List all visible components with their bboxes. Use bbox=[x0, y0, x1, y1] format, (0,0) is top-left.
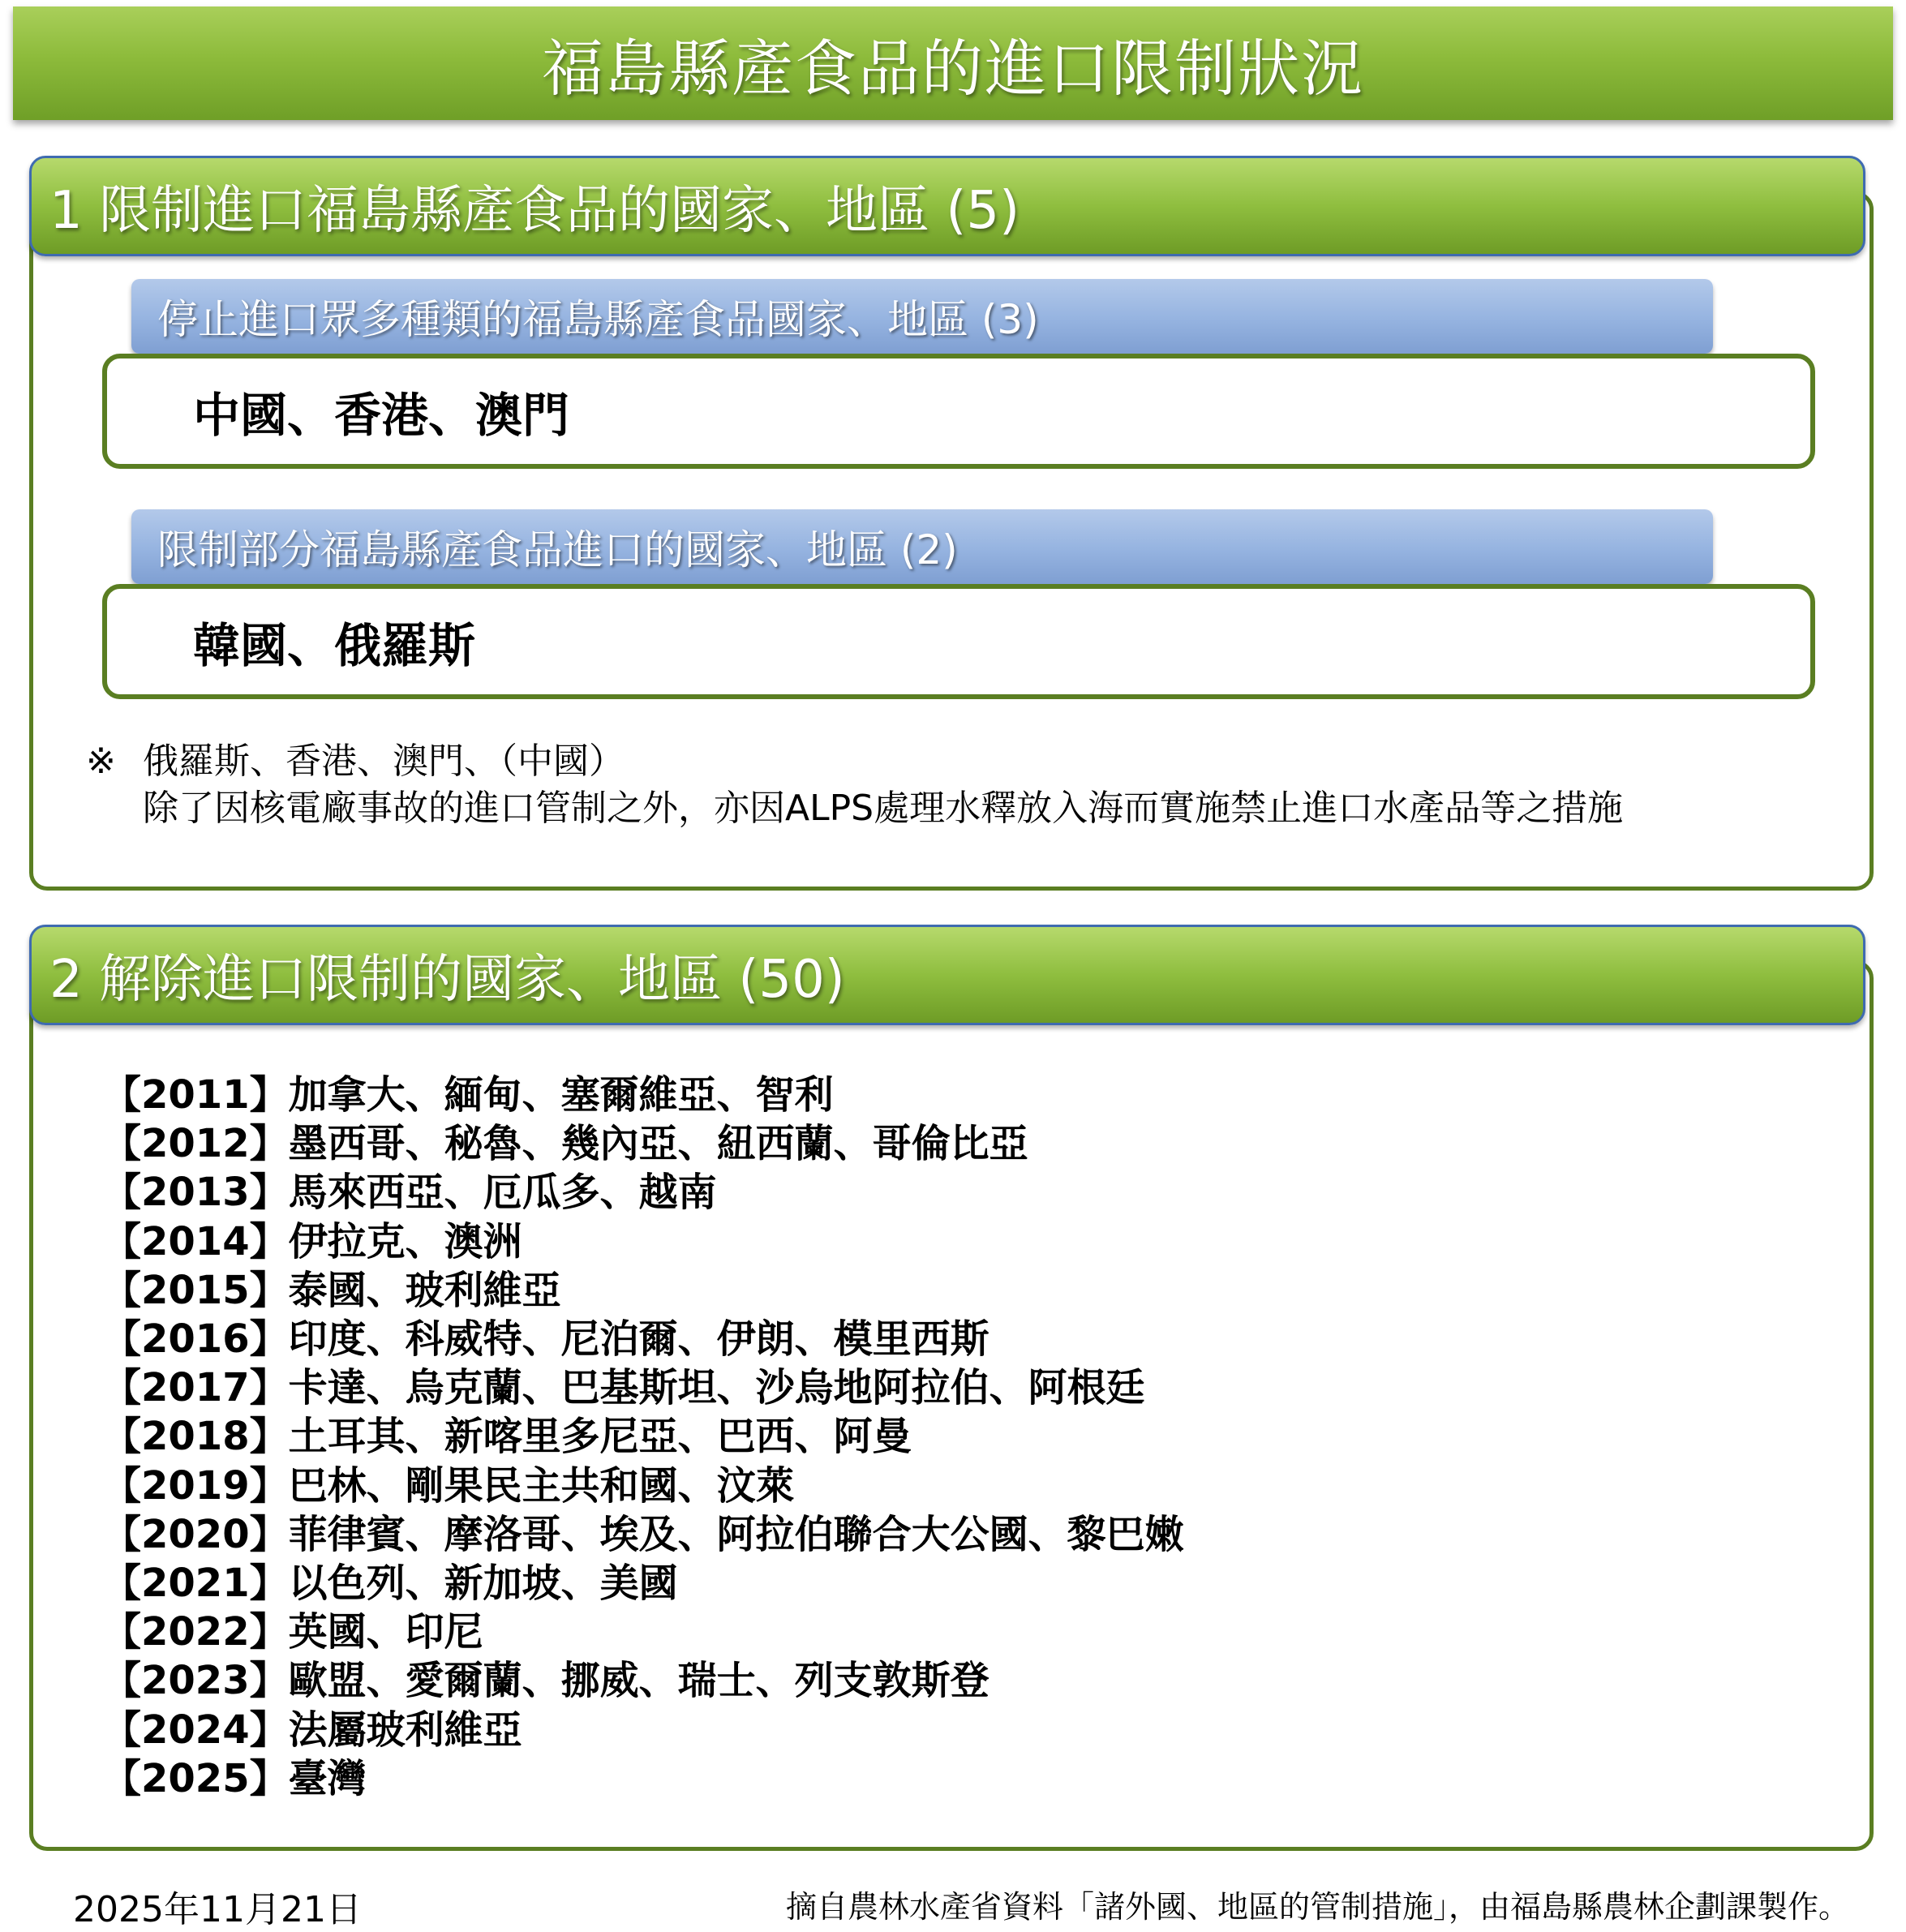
countries-label: 法屬玻利維亞 bbox=[288, 1707, 522, 1753]
section-2-header bbox=[29, 925, 1865, 1025]
group-1-header bbox=[131, 279, 1713, 354]
year-label: 【2023】 bbox=[102, 1658, 289, 1704]
list-item bbox=[102, 1315, 1184, 1363]
note-line-2: 除了因核電廠事故的進口管制之外，亦因ALPS處理水釋放入海而實施禁止進口水產品等之措施 bbox=[143, 788, 1624, 829]
year-label: 【2014】 bbox=[102, 1218, 289, 1264]
countries-label: 菲律賓、摩洛哥、埃及、阿拉伯聯合大公國、黎巴嫩 bbox=[288, 1511, 1184, 1557]
year-label: 【2019】 bbox=[102, 1462, 289, 1509]
note-line-1 bbox=[86, 738, 1623, 785]
year-label: 【2011】 bbox=[102, 1072, 289, 1118]
list-item bbox=[102, 1363, 1184, 1412]
footer-source: 摘自農林水產省資料「諸外國、地區的管制措施」，由福島縣農林企劃課製作。 bbox=[785, 1889, 1849, 1925]
year-label: 【2021】 bbox=[102, 1561, 289, 1607]
countries-label: 土耳其、新喀里多尼亞、巴西、阿曼 bbox=[288, 1414, 912, 1460]
year-label: 【2015】 bbox=[102, 1267, 289, 1313]
countries-label: 加拿大、緬甸、塞爾維亞、智利 bbox=[288, 1072, 834, 1118]
section-1-header bbox=[29, 156, 1865, 256]
group-2-countries: 韓國、俄羅斯 bbox=[193, 618, 476, 673]
list-item bbox=[102, 1608, 1184, 1656]
group-2-header bbox=[131, 509, 1713, 584]
year-label: 【2012】 bbox=[102, 1121, 289, 1167]
note-text-1: 俄羅斯、香港、澳門、（中國） bbox=[143, 741, 625, 782]
year-label: 【2024】 bbox=[102, 1707, 289, 1753]
countries-label: 歐盟、愛爾蘭、挪威、瑞士、列支敦斯登 bbox=[288, 1658, 989, 1704]
countries-label: 卡達、烏克蘭、巴基斯坦、沙烏地阿拉伯、阿根廷 bbox=[288, 1365, 1145, 1411]
list-item bbox=[102, 1168, 1184, 1217]
countries-label: 印度、科威特、尼泊爾、伊朗、模里西斯 bbox=[288, 1316, 989, 1363]
list-item bbox=[102, 1217, 1184, 1266]
countries-label: 巴林、剛果民主共和國、汶萊 bbox=[288, 1462, 795, 1509]
section-2-title: 2 解除進口限制的國家、地區 (50) bbox=[49, 950, 845, 1010]
section-1-title: 1 限制進口福島縣產食品的國家、地區 (5) bbox=[49, 181, 1020, 241]
list-item bbox=[102, 1510, 1184, 1559]
list-item bbox=[102, 1656, 1184, 1705]
list-item bbox=[102, 1119, 1184, 1168]
list-item bbox=[102, 1706, 1184, 1754]
year-label: 【2018】 bbox=[102, 1414, 289, 1460]
group-1-countries: 中國、香港、澳門 bbox=[193, 388, 570, 443]
year-label: 【2020】 bbox=[102, 1511, 289, 1557]
group-1-title: 停止進口眾多種類的福島縣產食品國家、地區 (3) bbox=[157, 296, 1039, 343]
list-item bbox=[102, 1071, 1184, 1119]
page-title: 福島縣產食品的進口限制狀況 bbox=[542, 32, 1364, 105]
lifted-countries-list bbox=[102, 1071, 1184, 1803]
countries-label: 馬來西亞、厄瓜多、越南 bbox=[288, 1170, 717, 1216]
group-2-countries-box bbox=[102, 584, 1815, 699]
countries-label: 伊拉克、澳洲 bbox=[288, 1218, 522, 1264]
year-label: 【2017】 bbox=[102, 1365, 289, 1411]
group-1-countries-box bbox=[102, 354, 1815, 469]
countries-label: 以色列、新加坡、美國 bbox=[288, 1561, 678, 1607]
note-mark: ※ bbox=[86, 741, 116, 782]
list-item bbox=[102, 1266, 1184, 1315]
year-label: 【2016】 bbox=[102, 1316, 289, 1363]
list-item bbox=[102, 1559, 1184, 1608]
footer-date: 2025年11月21日 bbox=[73, 1889, 362, 1930]
year-label: 【2025】 bbox=[102, 1755, 289, 1801]
year-label: 【2013】 bbox=[102, 1170, 289, 1216]
countries-label: 英國、印尼 bbox=[288, 1609, 483, 1655]
list-item bbox=[102, 1754, 1184, 1803]
list-item bbox=[102, 1412, 1184, 1461]
note bbox=[86, 738, 1623, 832]
countries-label: 臺灣 bbox=[288, 1755, 367, 1801]
page-title-bar bbox=[13, 6, 1893, 120]
list-item bbox=[102, 1462, 1184, 1510]
year-label: 【2022】 bbox=[102, 1609, 289, 1655]
countries-label: 墨西哥、秘魯、幾內亞、紐西蘭、哥倫比亞 bbox=[288, 1121, 1028, 1167]
group-2-title: 限制部分福島縣產食品進口的國家、地區 (2) bbox=[157, 526, 958, 573]
countries-label: 泰國、玻利維亞 bbox=[288, 1267, 561, 1313]
